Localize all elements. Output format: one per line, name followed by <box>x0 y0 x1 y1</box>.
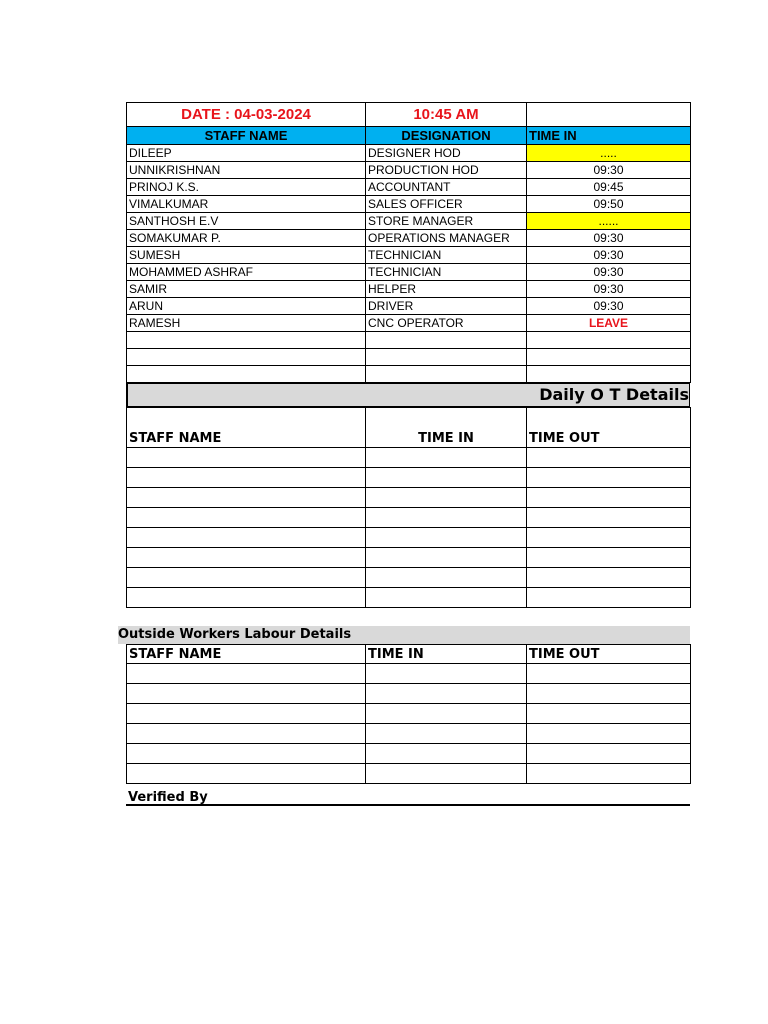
ot-cell[interactable] <box>127 448 366 468</box>
ot-cell[interactable] <box>366 468 527 488</box>
ow-cell[interactable] <box>127 724 366 744</box>
ot-cell[interactable] <box>527 588 691 608</box>
ow-row <box>127 764 691 784</box>
col-time-in: TIME IN <box>527 127 691 145</box>
ow-row <box>127 704 691 724</box>
time-cell[interactable]: 10:45 AM <box>366 103 527 127</box>
ot-row <box>127 588 691 608</box>
ot-cell[interactable] <box>366 508 527 528</box>
empty-row <box>127 349 691 366</box>
time-in-cell[interactable]: 09:50 <box>527 196 691 213</box>
ow-cell[interactable] <box>366 704 527 724</box>
ow-cell[interactable] <box>366 744 527 764</box>
ot-cell[interactable] <box>527 488 691 508</box>
designation-cell[interactable]: PRODUCTION HOD <box>366 162 527 179</box>
time-in-cell[interactable]: LEAVE <box>527 315 691 332</box>
table-row <box>127 179 691 196</box>
staff-name-cell[interactable]: ARUN <box>127 298 366 315</box>
time-in-cell[interactable]: 09:30 <box>527 230 691 247</box>
designation-cell[interactable]: ACCOUNTANT <box>366 179 527 196</box>
ot-cell[interactable] <box>527 568 691 588</box>
ot-cell[interactable] <box>127 488 366 508</box>
ow-row <box>127 744 691 764</box>
empty-cell[interactable] <box>366 349 527 366</box>
empty-cell[interactable] <box>527 349 691 366</box>
ot-cell[interactable] <box>366 448 527 468</box>
ot-row <box>127 488 691 508</box>
ot-section-title <box>126 383 690 407</box>
ow-cell[interactable] <box>527 744 691 764</box>
staff-name-cell[interactable]: VIMALKUMAR <box>127 196 366 213</box>
time-in-cell[interactable]: ...... <box>527 213 691 230</box>
time-in-cell[interactable]: 09:30 <box>527 298 691 315</box>
ot-cell[interactable] <box>366 528 527 548</box>
ot-col-staff-name: STAFF NAME <box>127 408 366 448</box>
staff-name-cell[interactable]: DILEEP <box>127 145 366 162</box>
header-blank-cell[interactable] <box>527 103 691 127</box>
ot-cell[interactable] <box>127 508 366 528</box>
staff-name-cell[interactable]: RAMESH <box>127 315 366 332</box>
ot-row <box>127 568 691 588</box>
header-row <box>127 103 691 127</box>
ot-col-time-out: TIME OUT <box>527 408 691 448</box>
ow-cell[interactable] <box>127 684 366 704</box>
ow-col-time-in: TIME IN <box>366 645 527 664</box>
ow-cell[interactable] <box>527 684 691 704</box>
ot-cell[interactable] <box>366 488 527 508</box>
attendance-table <box>126 102 691 383</box>
ot-row <box>127 448 691 468</box>
ow-cell[interactable] <box>527 764 691 784</box>
time-in-cell[interactable]: 09:45 <box>527 179 691 196</box>
ot-cell[interactable] <box>127 468 366 488</box>
ot-table <box>126 407 691 608</box>
ot-cell[interactable] <box>127 588 366 608</box>
ow-row <box>127 664 691 684</box>
ot-cell[interactable] <box>366 588 527 608</box>
ot-col-time-in: TIME IN <box>366 408 527 448</box>
ot-cell[interactable] <box>527 468 691 488</box>
attendance-sheet <box>126 102 690 608</box>
staff-name-cell[interactable]: SANTHOSH E.V <box>127 213 366 230</box>
ow-cell[interactable] <box>127 744 366 764</box>
ot-title-text: Daily O T Details <box>539 385 689 404</box>
table-row <box>127 315 691 332</box>
time-in-cell[interactable]: 09:30 <box>527 247 691 264</box>
ot-cell[interactable] <box>527 448 691 468</box>
date-cell[interactable]: DATE : 04-03-2024 <box>127 103 366 127</box>
ow-row <box>127 724 691 744</box>
staff-name-cell[interactable]: SOMAKUMAR P. <box>127 230 366 247</box>
staff-name-cell[interactable]: UNNIKRISHNAN <box>127 162 366 179</box>
time-in-cell[interactable]: 09:30 <box>527 162 691 179</box>
column-header-row <box>127 127 691 145</box>
table-row <box>127 196 691 213</box>
ot-header-row <box>127 408 691 448</box>
col-designation: DESIGNATION <box>366 127 527 145</box>
table-row <box>127 298 691 315</box>
verified-by-label: Verified By <box>126 788 690 806</box>
ot-cell[interactable] <box>366 568 527 588</box>
staff-name-cell[interactable]: PRINOJ K.S. <box>127 179 366 196</box>
outside-section-title: Outside Workers Labour Details <box>118 626 690 644</box>
ow-cell[interactable] <box>366 724 527 744</box>
outside-workers-wrapper <box>126 644 690 784</box>
designation-cell[interactable]: TECHNICIAN <box>366 264 527 281</box>
ot-cell[interactable] <box>127 548 366 568</box>
table-row <box>127 230 691 247</box>
ot-cell[interactable] <box>127 528 366 548</box>
empty-cell[interactable] <box>127 332 366 349</box>
ow-cell[interactable] <box>127 704 366 724</box>
ot-cell[interactable] <box>527 508 691 528</box>
ot-row <box>127 468 691 488</box>
ow-cell[interactable] <box>527 724 691 744</box>
table-row <box>127 281 691 298</box>
empty-cell[interactable] <box>366 366 527 383</box>
ow-row <box>127 684 691 704</box>
ow-header-row <box>127 645 691 664</box>
ow-cell[interactable] <box>366 664 527 684</box>
empty-cell[interactable] <box>127 366 366 383</box>
ot-row <box>127 528 691 548</box>
staff-name-cell[interactable]: SUMESH <box>127 247 366 264</box>
ot-cell[interactable] <box>366 548 527 568</box>
staff-name-cell[interactable]: MOHAMMED ASHRAF <box>127 264 366 281</box>
empty-cell[interactable] <box>127 349 366 366</box>
ow-col-staff-name: STAFF NAME <box>127 645 366 664</box>
ot-row <box>127 548 691 568</box>
ot-cell[interactable] <box>527 528 691 548</box>
time-in-cell[interactable]: 09:30 <box>527 264 691 281</box>
ot-cell[interactable] <box>127 568 366 588</box>
empty-row <box>127 332 691 349</box>
table-row <box>127 162 691 179</box>
ot-cell[interactable] <box>527 548 691 568</box>
designation-cell[interactable]: STORE MANAGER <box>366 213 527 230</box>
ow-cell[interactable] <box>527 664 691 684</box>
empty-row <box>127 366 691 383</box>
ow-cell[interactable] <box>127 764 366 784</box>
empty-cell[interactable] <box>527 332 691 349</box>
empty-cell[interactable] <box>366 332 527 349</box>
col-staff-name: STAFF NAME <box>127 127 366 145</box>
designation-cell[interactable]: DRIVER <box>366 298 527 315</box>
designation-cell[interactable]: TECHNICIAN <box>366 247 527 264</box>
designation-cell[interactable]: SALES OFFICER <box>366 196 527 213</box>
table-row <box>127 213 691 230</box>
empty-cell[interactable] <box>527 366 691 383</box>
designation-cell[interactable]: CNC OPERATOR <box>366 315 527 332</box>
ot-row <box>127 508 691 528</box>
designation-cell[interactable]: DESIGNER HOD <box>366 145 527 162</box>
ow-cell[interactable] <box>366 764 527 784</box>
designation-cell[interactable]: OPERATIONS MANAGER <box>366 230 527 247</box>
time-in-cell[interactable]: ..... <box>527 145 691 162</box>
ow-cell[interactable] <box>527 704 691 724</box>
staff-name-cell[interactable]: SAMIR <box>127 281 366 298</box>
time-in-cell[interactable]: 09:30 <box>527 281 691 298</box>
table-row <box>127 145 691 162</box>
ow-cell[interactable] <box>366 684 527 704</box>
ow-cell[interactable] <box>127 664 366 684</box>
ow-col-time-out: TIME OUT <box>527 645 691 664</box>
table-row <box>127 247 691 264</box>
outside-workers-table <box>126 644 691 784</box>
table-row <box>127 264 691 281</box>
designation-cell[interactable]: HELPER <box>366 281 527 298</box>
